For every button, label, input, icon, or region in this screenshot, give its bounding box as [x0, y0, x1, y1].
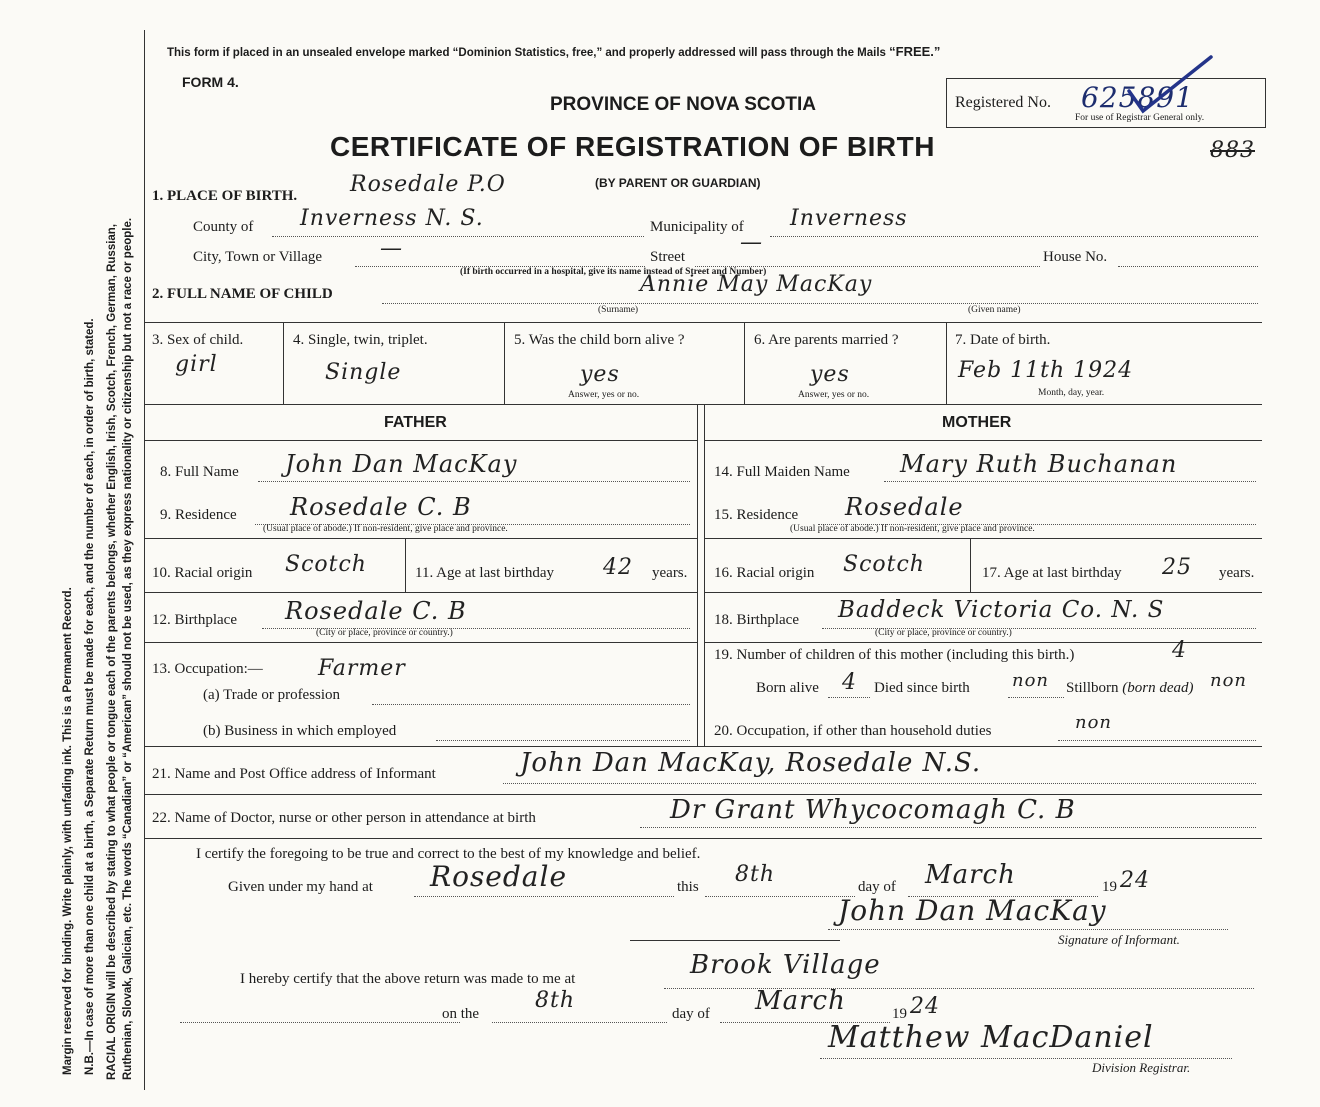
county-line: [272, 236, 644, 237]
registrar-signature-line: [820, 1058, 1232, 1059]
father-trade-label: (a) Trade or profession: [203, 687, 341, 703]
certify-statement: I certify the foregoing to be true and correct to the best of my knowledge and belief.: [196, 846, 701, 862]
house-no-label: House No.: [1043, 249, 1108, 265]
row3-divider-1: [283, 322, 284, 404]
father-birthplace-note: (City or place, province or country.): [316, 628, 453, 638]
mail-notice: [167, 44, 940, 59]
mother-birthplace-note: (City or place, province or country.): [875, 628, 1012, 638]
born-alive-count-line: [828, 697, 870, 698]
father-name-line: [258, 481, 690, 482]
house-no-line: [1118, 266, 1258, 267]
mother-racial-divider: [970, 538, 971, 592]
child-name-label: 2. FULL NAME OF CHILD: [152, 286, 333, 302]
cert-year-value: 24: [1120, 868, 1150, 893]
mother-age-years: years.: [1219, 565, 1255, 581]
given-under-label: Given under my hand at: [228, 879, 373, 895]
mother-residence-label: 15. Residence: [714, 507, 799, 523]
registrar-note: For use of Registrar General only.: [1075, 113, 1205, 123]
place-of-birth-label: 1. PLACE OF BIRTH.: [152, 188, 298, 204]
city-label: City, Town or Village: [193, 249, 323, 265]
municipality-line: [770, 236, 1258, 237]
father-age-years: years.: [652, 565, 688, 581]
margin-note-1: Margin reserved for binding. Write plainly, with unfading ink. This is a Permanent Record.: [62, 587, 74, 1075]
row3-divider-4: [946, 322, 947, 404]
column-divider-right: [704, 404, 705, 746]
mother-heading: MOTHER: [942, 414, 1012, 431]
father-business-line: [436, 740, 690, 741]
father-residence-label: 9. Residence: [160, 507, 237, 523]
registrar-place-line: [664, 988, 1254, 989]
municipality-value: Inverness: [790, 206, 908, 231]
parents-married-value: yes: [810, 362, 850, 387]
informant-signature-caption: Signature of Informant.: [1058, 932, 1180, 947]
mother-rule-1: [704, 440, 1262, 441]
surname-note: (Surname): [598, 305, 639, 315]
city-value: —: [380, 236, 403, 261]
mother-occupation-value: non: [1075, 712, 1113, 733]
parents-married-label: 6. Are parents married ?: [754, 332, 899, 348]
given-name-note: (Given name): [968, 305, 1021, 315]
father-name-label: 8. Full Name: [160, 464, 239, 480]
child-name-line: [382, 303, 1258, 304]
informant-signature: John Dan MacKay: [838, 894, 1107, 927]
province-heading: PROVINCE OF NOVA SCOTIA: [550, 94, 817, 115]
margin-rule: [144, 30, 145, 1090]
informant-signature-line: [828, 929, 1228, 930]
given-place-line: [414, 896, 674, 897]
registrar-signature: Matthew MacDaniel: [828, 1020, 1154, 1055]
father-racial-value: Scotch: [285, 552, 367, 577]
municipality-label: Municipality of: [650, 219, 744, 235]
registered-number-box: [946, 78, 1266, 128]
this-day-value: 8th: [735, 862, 776, 887]
county-label: County of: [193, 219, 254, 235]
died-since-birth-line: [1008, 697, 1064, 698]
father-birthplace-value: Rosedale C. B: [285, 597, 467, 625]
father-occupation-label: 13. Occupation:—: [152, 661, 263, 677]
born-alive-note: Answer, yes or no.: [568, 390, 640, 400]
stillborn-note: (born dead): [1122, 680, 1194, 696]
father-heading: FATHER: [384, 414, 447, 431]
mother-name-value: Mary Ruth Buchanan: [900, 450, 1178, 478]
father-age-label: 11. Age at last birthday: [415, 565, 554, 581]
street-value: —: [740, 230, 763, 255]
form-subtitle: (BY PARENT OR GUARDIAN): [595, 176, 761, 190]
father-name-value: John Dan MacKay: [285, 450, 518, 478]
checkmark-icon: [1125, 53, 1215, 117]
father-rule-1: [145, 440, 698, 441]
mother-rule-3: [704, 592, 1262, 593]
mother-racial-label: 16. Racial origin: [714, 565, 815, 581]
mother-occupation-line: [1058, 740, 1256, 741]
margin-note-3: RACIAL ORIGIN will be described by stating to what people or tongue each of the parents belongs, whether English, Irish, Scotch, French, German, Russian,: [106, 223, 118, 1080]
single-label: 4. Single, twin, triplet.: [293, 332, 428, 348]
place-of-birth-value: Rosedale P.O: [350, 172, 506, 197]
informant-value: John Dan MacKay, Rosedale N.S.: [520, 748, 982, 778]
street-label: Street: [650, 249, 685, 265]
sex-value: girl: [175, 352, 218, 377]
informant-label: 21. Name and Post Office address of Informant: [152, 766, 436, 782]
row3-divider-2: [504, 322, 505, 404]
doctor-value: Dr Grant Whycocomagh C. B: [670, 795, 1076, 825]
mother-residence-note: (Usual place of abode.) If non-resident, give place and province.: [790, 524, 1035, 534]
mother-birthplace-value: Baddeck Victoria Co. N. S: [838, 597, 1165, 623]
cert-month-value: March: [925, 860, 1016, 890]
crossed-number: 883: [1210, 138, 1255, 163]
father-residence-value: Rosedale C. B: [290, 493, 472, 521]
father-business-label: (b) Business in which employed: [203, 723, 397, 739]
date-of-birth-value: Feb 11th 1924: [958, 358, 1134, 383]
registrar-lead-line: [180, 1022, 460, 1023]
mother-age-value: 25: [1162, 555, 1192, 580]
father-occupation-value: Farmer: [318, 656, 406, 681]
given-place-value: Rosedale: [430, 860, 568, 893]
on-the-label: on the: [442, 1006, 480, 1022]
registrar-year-prefix: 19: [892, 1006, 907, 1022]
mother-children-label: 19. Number of children of this mother (including this birth.): [714, 647, 1075, 663]
certificate-title: CERTIFICATE OF REGISTRATION OF BIRTH: [330, 131, 935, 162]
this-day-line: [705, 896, 855, 897]
stillborn-value: non: [1210, 670, 1248, 691]
registrar-statement: I hereby certify that the above return was made to me at: [240, 971, 576, 987]
margin-note-2: N.B.—In case of more than one child at a birth, a Separate Return must be made for each, and the number of each, in order of birth, stated.: [84, 318, 96, 1075]
single-value: Single: [325, 360, 402, 385]
registered-label: Registered No.: [955, 94, 1051, 111]
mother-name-line: [884, 481, 1256, 482]
form-number: FORM 4.: [182, 74, 239, 90]
registrar-day-line: [492, 1022, 667, 1023]
hospital-note: (If birth occurred in a hospital, give its name instead of Street and Number): [460, 267, 767, 277]
father-residence-note: (Usual place of abode.) If non-resident, give place and province.: [263, 524, 508, 534]
sex-label: 3. Sex of child.: [152, 332, 244, 348]
registered-value: 625891: [1081, 81, 1194, 114]
mail-notice-text: This form if placed in an unsealed envelope marked “Dominion Statistics, free,” and properly addressed will pass through the Mails: [167, 47, 886, 59]
registrar-day-of-label: day of: [672, 1006, 710, 1022]
date-of-birth-label: 7. Date of birth.: [955, 332, 1051, 348]
date-of-birth-note: Month, day, year.: [1038, 388, 1105, 398]
county-value: Inverness N. S.: [300, 206, 484, 231]
registrar-month-value: March: [755, 986, 846, 1016]
father-age-value: 42: [603, 555, 633, 580]
father-racial-label: 10. Racial origin: [152, 565, 253, 581]
informant-top-rule: [145, 746, 1262, 747]
father-rule-2: [145, 538, 698, 539]
father-trade-line: [372, 704, 690, 705]
margin-note-4: Ruthenian, Slovak, Galician, etc. The words “Canadian” or “American” should not be used, as they express nationality or citizenship but not a race or people.: [122, 217, 134, 1080]
column-divider-left: [697, 404, 698, 746]
father-racial-divider: [405, 538, 406, 592]
informant-line: [503, 783, 1256, 784]
registrar-day-value: 8th: [535, 988, 576, 1013]
binding-margin: [0, 0, 148, 1107]
cert-year-prefix: 19: [1102, 879, 1117, 895]
died-since-birth-value: non: [1012, 670, 1050, 691]
father-rule-3: [145, 592, 698, 593]
row3-top-rule: [145, 322, 1262, 323]
mother-occupation-label: 20. Occupation, if other than household duties: [714, 723, 992, 739]
mother-name-label: 14. Full Maiden Name: [714, 464, 850, 480]
mother-age-label: 17. Age at last birthday: [982, 565, 1122, 581]
mother-rule-2: [704, 538, 1262, 539]
born-alive-value: yes: [580, 362, 620, 387]
stillborn-label: [1066, 680, 1194, 697]
father-rule-4: [145, 642, 698, 643]
mail-notice-free: “FREE.”: [889, 44, 941, 59]
child-name-value: Annie May MacKay: [640, 272, 873, 297]
doctor-label: 22. Name of Doctor, nurse or other person in attendance at birth: [152, 810, 536, 826]
parents-married-note: Answer, yes or no.: [798, 390, 870, 400]
died-since-birth-label: Died since birth: [874, 680, 970, 696]
born-alive-count-value: 4: [842, 670, 857, 695]
registrar-signature-caption: Division Registrar.: [1092, 1060, 1191, 1075]
mother-children-value: 4: [1172, 638, 1187, 663]
mother-birthplace-label: 18. Birthplace: [714, 612, 799, 628]
row3-divider-3: [744, 322, 745, 404]
this-label: this: [677, 879, 699, 895]
cert-day-of-label: day of: [858, 879, 896, 895]
stillborn-label-text: Stillborn: [1066, 680, 1119, 696]
mother-racial-value: Scotch: [843, 552, 925, 577]
born-alive-count-label: Born alive: [756, 680, 819, 696]
doctor-bottom-rule: [145, 838, 1262, 839]
father-birthplace-label: 12. Birthplace: [152, 612, 237, 628]
registrar-year-value: 24: [910, 994, 940, 1019]
registrar-place-value: Brook Village: [690, 950, 881, 980]
doctor-line: [640, 827, 1256, 828]
mother-residence-value: Rosedale: [845, 493, 964, 521]
registrar-divider: [630, 940, 840, 941]
born-alive-label: 5. Was the child born alive ?: [514, 332, 685, 348]
